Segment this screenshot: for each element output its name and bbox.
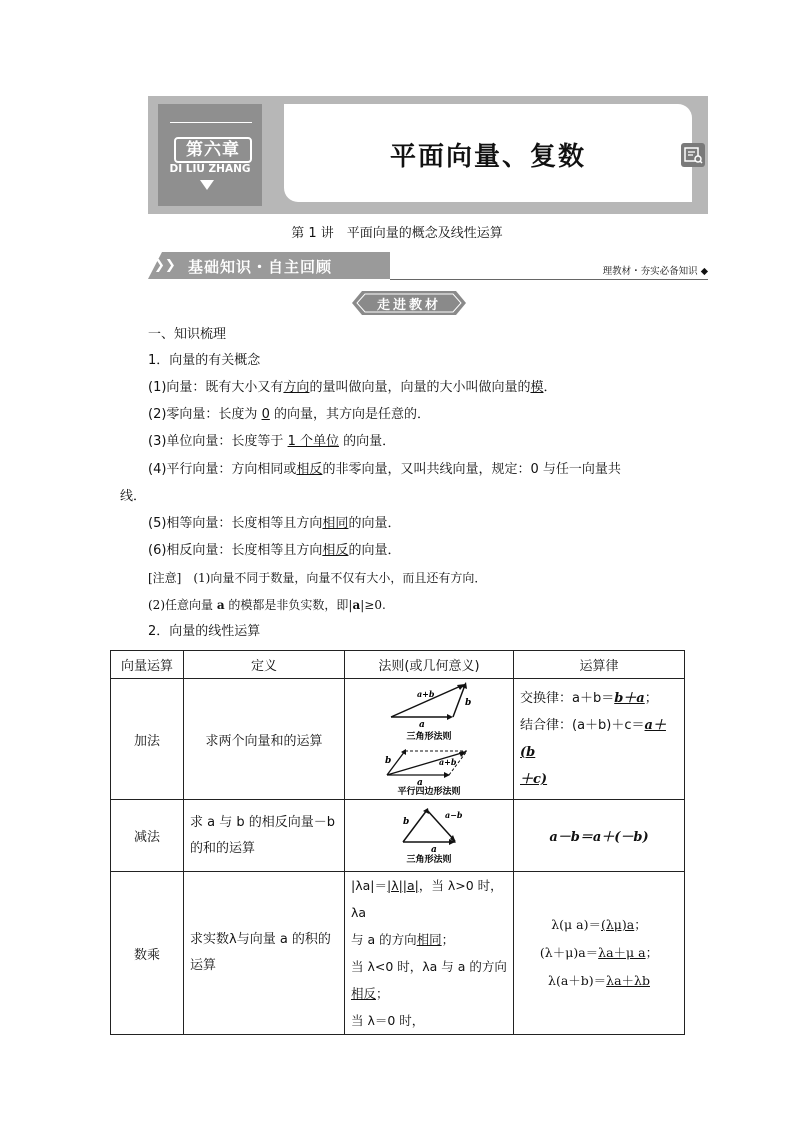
op-laws: λ(μ a)＝(λμ)a； (λ＋μ)a＝λa＋μ a； λ(a＋b)＝λa＋λb: [514, 872, 685, 1035]
concept-equal-vector: (5)相等向量：长度相等且方向相同的向量．: [148, 516, 401, 531]
chevron-right-icon: ❯❯: [154, 258, 176, 273]
figure-caption: 三角形法则: [406, 732, 452, 741]
op-laws: 交换律：a＋b＝b＋a； 结合律：(a＋b)＋c＝a＋(b ＋c): [514, 679, 685, 800]
concept-vector: (1)向量：既有大小又有方向的量叫做向量，向量的大小叫做向量的模．: [148, 380, 557, 395]
parallelogram-rule-diagram: [369, 745, 489, 795]
op-definition: 求实数λ与向量 a 的积的 运算: [184, 872, 345, 1035]
op-laws: a－b＝a＋(－b): [514, 800, 685, 872]
label-b: b: [403, 816, 410, 827]
badge-divider: [170, 122, 252, 123]
op-definition: 求两个向量和的运算: [184, 679, 345, 800]
section-rule: [390, 279, 708, 280]
label-a-plus-b: a+b: [439, 757, 457, 767]
label-a: a: [431, 844, 437, 855]
label-a: a: [417, 778, 423, 788]
linear-operations-table: [110, 650, 685, 1035]
chapter-title: 平面向量、复数: [389, 142, 586, 172]
table-row: [111, 679, 685, 800]
figure-caption: 三角形法则: [406, 854, 452, 864]
label-a: a: [419, 720, 425, 730]
op-definition: 求 a 与 b 的相反向量－b 的和的运算: [184, 800, 345, 872]
label-a-minus-b: a−b: [445, 809, 463, 820]
concept-parallel-vector-cont: 线．: [120, 489, 147, 504]
triangle-rule-diagram: [369, 679, 489, 741]
table-row: [111, 872, 685, 1035]
book-search-icon: [681, 143, 705, 167]
badge-arrow-icon: [200, 180, 214, 190]
op-rule-figure: [345, 679, 514, 800]
heading-knowledge: 一、知识梳理: [148, 327, 227, 342]
heading-linear-ops: 2．向量的线性运算: [148, 624, 261, 639]
concept-parallel-vector: (4)平行向量：方向相同或相反的非零向量，又叫共线向量，规定：0 与任一向量共: [148, 462, 621, 477]
concept-unit-vector: (3)单位向量：长度等于 1 个单位 的向量．: [148, 434, 396, 449]
table-header: 定义: [184, 651, 345, 679]
label-a-plus-b: a+b: [417, 689, 435, 699]
op-name: 加法: [111, 679, 184, 800]
chapter-badge-label: 第六章: [186, 140, 240, 160]
figure-caption: 平行四边形法则: [397, 787, 461, 795]
chapter-badge-pinyin: DI LIU ZHANG: [169, 163, 251, 175]
label-b: b: [385, 756, 392, 766]
note-2: (2)任意向量 a 的模都是非负实数，即|a|≥0.: [148, 598, 386, 612]
concept-opposite-vector: (6)相反向量：长度相等且方向相反的向量．: [148, 543, 401, 558]
op-name: 数乘: [111, 872, 184, 1035]
table-header: 运算律: [514, 651, 685, 679]
op-rule-figure: [345, 800, 514, 872]
op-name: 减法: [111, 800, 184, 872]
sub-badge-label: 走进教材: [376, 298, 441, 313]
section-title: 基础知识・自主回顾: [188, 258, 333, 276]
table-header: 向量运算: [111, 651, 184, 679]
note-1: [注意] (1)向量不同于数量，向量不仅有大小，而且还有方向．: [148, 571, 487, 585]
section-subtitle: 理教材・夯实必备知识 ◆: [602, 266, 708, 277]
lecture-title: 第 1 讲 平面向量的概念及线性运算: [291, 226, 503, 241]
table-row: [111, 800, 685, 872]
subtraction-triangle-diagram: [369, 804, 489, 864]
label-b: b: [465, 698, 472, 708]
concept-zero-vector: (2)零向量：长度为 0 的向量，其方向是任意的．: [148, 407, 430, 422]
heading-concepts: 1．向量的有关概念: [148, 353, 261, 368]
table-header-row: [111, 651, 685, 679]
table-header: 法则(或几何意义): [345, 651, 514, 679]
op-rule-text: |λa|＝|λ||a|，当 λ>0 时，λa 与 a 的方向相同； 当 λ<0 时，λa 与 a 的方向 相反； 当 λ＝0 时，: [345, 872, 514, 1035]
